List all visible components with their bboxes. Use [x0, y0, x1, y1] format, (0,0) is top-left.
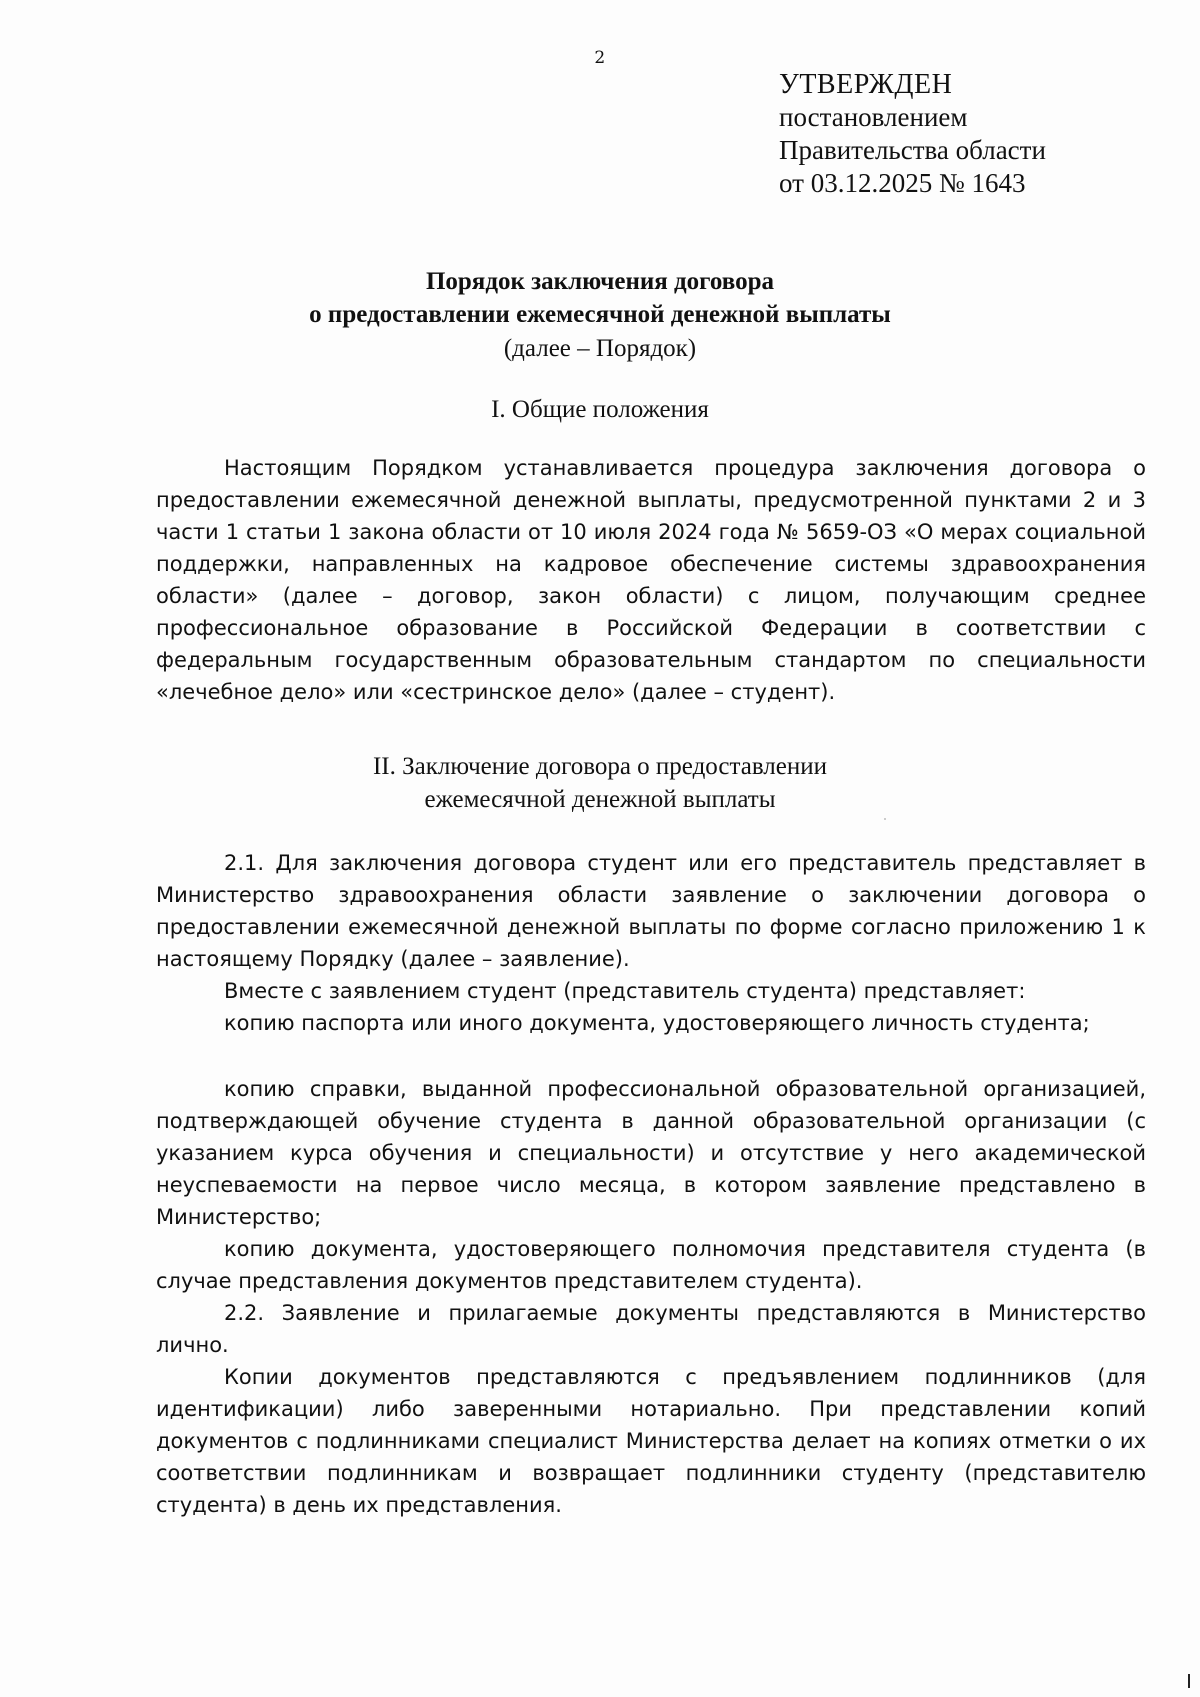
- paragraph-2-2: 2.2. Заявление и прилагаемые документы представляются в Министерство лично.: [156, 1301, 1146, 1357]
- paragraph-authority-copy: копию документа, удостоверяющего полномочия представителя студента (в случае представления документов представителем студента).: [156, 1237, 1146, 1293]
- paragraph-certificate-copy: копию справки, выданной профессиональной образовательной организацией, подтверждающей обучение студента в данной образовательной организации (с указанием курса обучения и специальности) и отсутствие у него академической неуспеваемости на первое число месяца, в котором заявление представлено в Министерство;: [156, 1077, 1146, 1229]
- section-heading-line: II. Заключение договора о предоставлении: [372, 753, 828, 780]
- scan-edge-mark: [1188, 1674, 1190, 1688]
- section-heading-general: I. Общие положения: [491, 396, 709, 423]
- paragraph-copies: Копии документов представляются с предъявлением подлинников (для идентификации) либо заверенными нотариально. При представлении копий документов с подлинниками специалист Министерства делает на копиях отметки о их соответствии подлинникам и возвращает подлинники студенту (представителю студента) в день их представления.: [156, 1365, 1146, 1517]
- approval-line: постановлением: [779, 102, 968, 132]
- section-heading-line: ежемесячной денежной выплаты: [424, 786, 776, 813]
- paragraph-2-1: 2.1. Для заключения договора студент или его представитель представляет в Министерство здравоохранения области заявление о заключении договора о предоставлении ежемесячной денежной выплаты по форме согласно приложению 1 к настоящему Порядку (далее – заявление).: [156, 851, 1146, 971]
- approval-status: УТВЕРЖДЕН: [779, 69, 953, 100]
- paragraph-passport-copy: копию паспорта или иного документа, удостоверяющего личность студента;: [224, 1011, 1090, 1035]
- approval-block: [779, 68, 1139, 200]
- paragraph-documents-intro: Вместе с заявлением студент (представитель студента) представляет:: [224, 979, 1026, 1003]
- approval-line: Правительства области: [779, 135, 1046, 165]
- approval-date-number: от 03.12.2025 № 1643: [779, 168, 1026, 198]
- title-note: (далее – Порядок): [503, 335, 697, 362]
- scan-speck: [884, 818, 886, 820]
- page-number: 2: [594, 48, 606, 68]
- paragraph-general-provisions: Настоящим Порядком устанавливается процедура заключения договора о предоставлении ежемесячной денежной выплаты, предусмотренной пунктами 2 и 3 части 1 статьи 1 закона области от 10 июля 2024 года № 5659-ОЗ «О мерах социальной поддержки, направленных на кадровое обеспечение системы здравоохранения области» (далее – договор, закон области) с лицом, получающим среднее профессиональное образование в Российской Федерации в соответствии с федеральным государственным образовательным стандартом по специальности «лечебное дело» или «сестринское дело» (далее – студент).: [156, 456, 1146, 704]
- title-line: о предоставлении ежемесячной денежной выплаты: [309, 301, 891, 328]
- title-line: Порядок заключения договора: [425, 268, 775, 295]
- document-title: [100, 265, 1100, 331]
- section-heading-contract: [100, 750, 1100, 816]
